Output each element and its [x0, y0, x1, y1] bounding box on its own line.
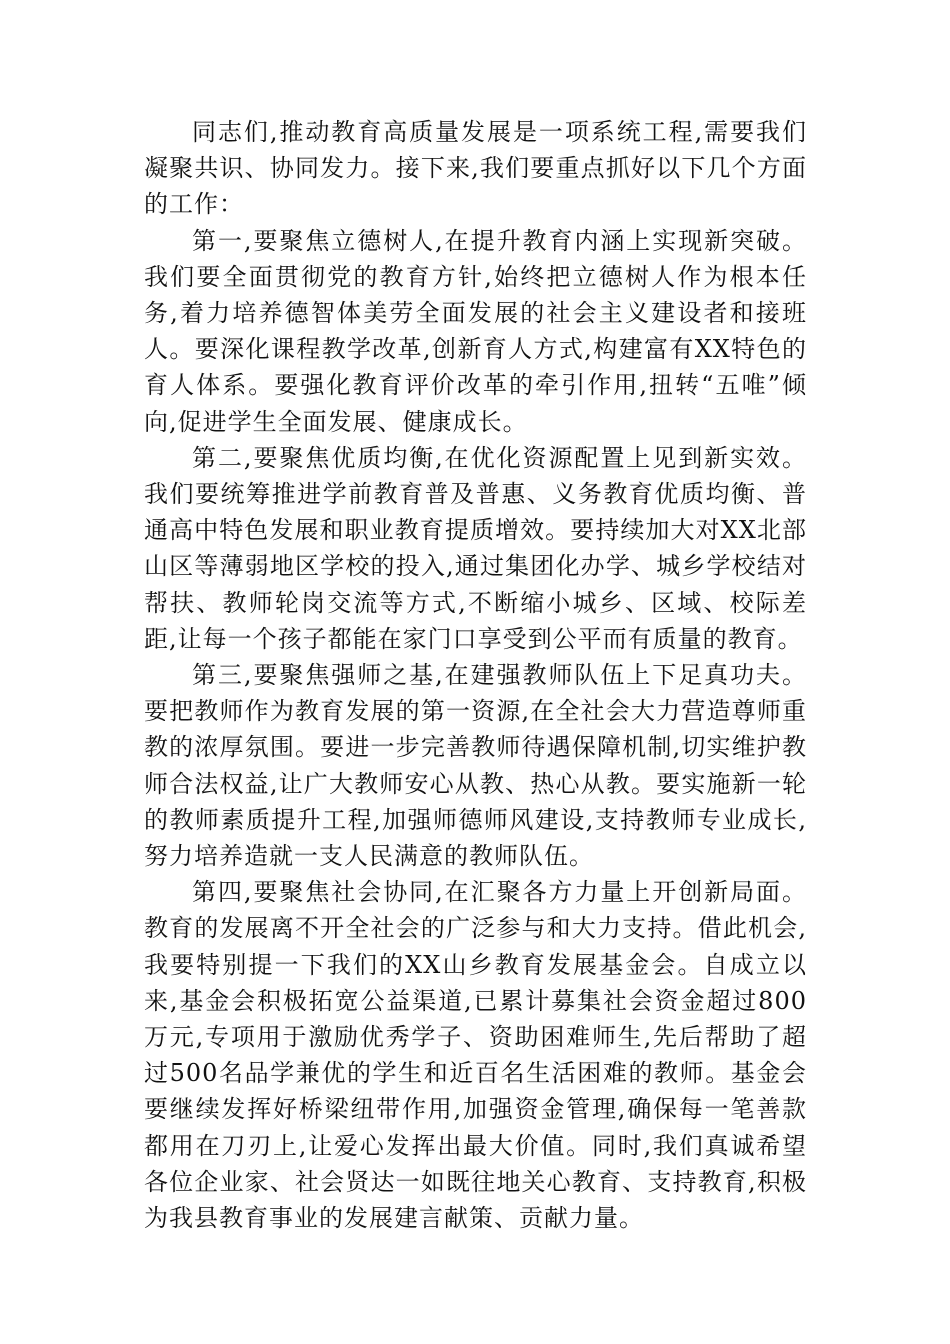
paragraph-first-point: 第一,要聚焦立德树人,在提升教育内涵上实现新突破。我们要全面贯彻党的教育方针,始终把立德树人作为根本任务,着力培养德智体美劳全面发展的社会主义建设者和接班人。要深化课程教学改革,创新育人方式,构建富有XX特色的育人体系。要强化教育评价改革的牵引作用,扭转“五唯”倾向,促进学生全面发展、健康成长。: [144, 226, 807, 436]
paragraph-third-point: 第三,要聚焦强师之基,在建强教师队伍上下足真功夫。要把教师作为教育发展的第一资源,在全社会大力营造尊师重教的浓厚氛围。要进一步完善教师待遇保障机制,切实维护教师合法权益,让广大教师安心从教、热心从教。要实施新一轮的教师素质提升工程,加强师德师风建设,支持教师专业成长,努力培养造就一支人民满意的教师队伍。: [144, 661, 807, 871]
paragraph-intro: 同志们,推动教育高质量发展是一项系统工程,需要我们凝聚共识、协同发力。接下来,我们要重点抓好以下几个方面的工作：: [144, 118, 807, 219]
paragraph-fourth-point: 第四,要聚焦社会协同,在汇聚各方力量上开创新局面。教育的发展离不开全社会的广泛参与和大力支持。借此机会,我要特别提一下我们的XX山乡教育发展基金会。自成立以来,基金会积极拓宽公益渠道,已累计募集社会资金超过800万元,专项用于激励优秀学子、资助困难师生,先后帮助了超过500名品学兼优的学生和近百名生活困难的教师。基金会要继续发挥好桥梁纽带作用,加强资金管理,确保每一笔善款都用在刀刃上,让爱心发挥出最大价值。同时,我们真诚希望各位企业家、社会贤达一如既往地关心教育、支持教育,积极为我县教育事业的发展建言献策、贡献力量。: [144, 878, 807, 1233]
document-body: [144, 114, 807, 1236]
paragraph-second-point: 第二,要聚焦优质均衡,在优化资源配置上见到新实效。我们要统筹推进学前教育普及普惠、义务教育优质均衡、普通高中特色发展和职业教育提质增效。要持续加大对XX北部山区等薄弱地区学校的投入,通过集团化办学、城乡学校结对帮扶、教师轮岗交流等方式,不断缩小城乡、区域、校际差距,让每一个孩子都能在家门口享受到公平而有质量的教育。: [144, 443, 807, 653]
